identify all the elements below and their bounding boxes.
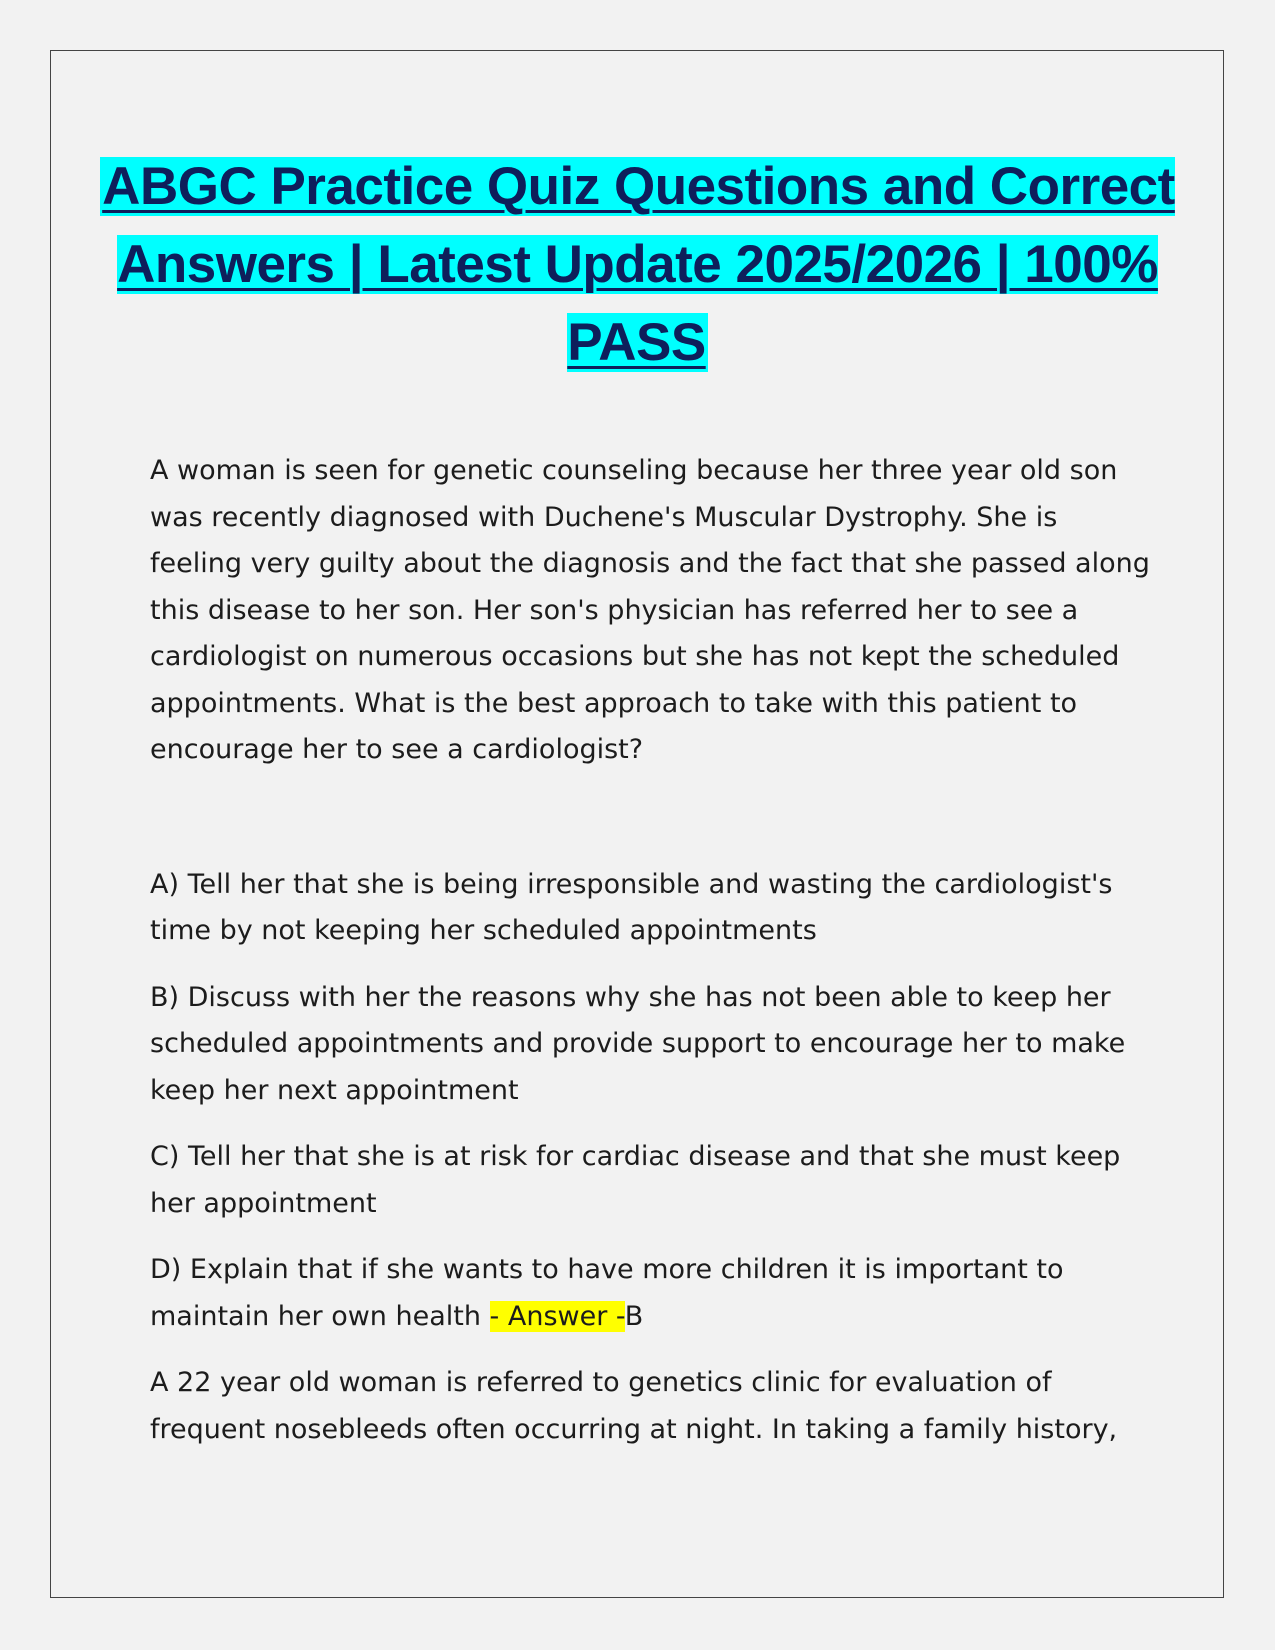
answer-marker: - Answer - [489,1300,625,1332]
question-1-option-d [150,1247,1150,1340]
question-1-option-c: C) Tell her that she is at risk for cardiac disease and that she must keep her appointment [150,1141,1121,1219]
question-1-option-a: A) Tell her that she is being irresponsible and wasting the cardiologist's time by not keeping her scheduled appointments [150,868,1113,946]
document-title [80,148,1195,382]
answer-value: B [624,1300,644,1332]
question-1-option-b: B) Discuss with her the reasons why she has not been able to keep her scheduled appointments and provide support to encourage her to make keep her next appointment [150,981,1126,1106]
question-1-text: A woman is seen for genetic counseling because her three year old son was recently diagnosed with Duchene's Muscular Dystrophy. She is feeling very guilty about the diagnosis and the fact that she passed along this disease to her son. Her son's physician has referred her to see a cardiologist on numerous occasions but she has not kept the scheduled appointments. What is the best approach to take with this patient to encourage her to see a cardiologist? [150,455,1150,765]
question-2-text: A 22 year old woman is referred to genetics clinic for evaluation of frequent nosebleeds often occurring at night. In taking a family history, [150,1367,1118,1445]
option-d-text: D) Explain that if she wants to have more children it is important to maintain her own health [150,1254,1064,1332]
title-highlight: ABGC Practice Quiz Questions and Correct Answers | Latest Update 2025/2026 | 100% PASS [102,157,1175,372]
document-body [150,448,1150,1453]
